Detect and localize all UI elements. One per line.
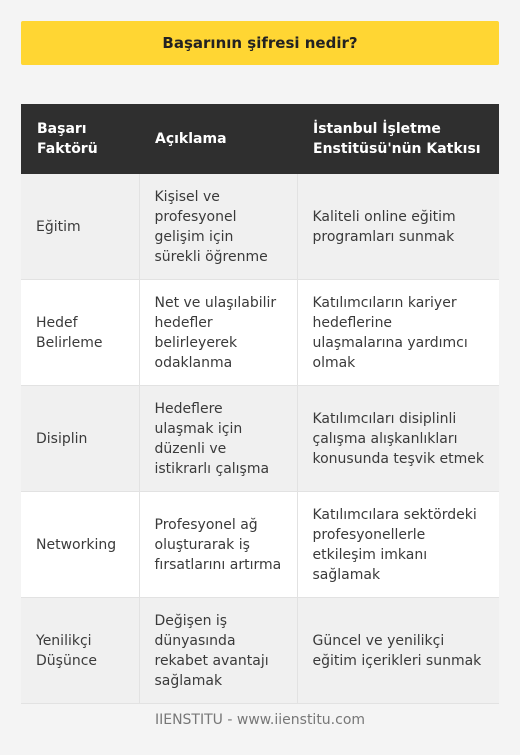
cell-factor: Disiplin bbox=[21, 386, 139, 492]
page-title-banner bbox=[21, 21, 499, 65]
cell-factor: Yenilikçi Düşünce bbox=[21, 598, 139, 704]
table-row bbox=[21, 598, 499, 704]
cell-contribution: Kaliteli online eğitim programları sunmak bbox=[297, 174, 499, 280]
cell-description: Kişisel ve profesyonel gelişim için sürekli öğrenme bbox=[139, 174, 297, 280]
cell-description: Hedeflere ulaşmak için düzenli ve istikrarlı çalışma bbox=[139, 386, 297, 492]
table-header-row bbox=[21, 104, 499, 174]
table-row bbox=[21, 386, 499, 492]
cell-description: Net ve ulaşılabilir hedefler belirleyerek odaklanma bbox=[139, 280, 297, 386]
cell-contribution: Katılımcıları disiplinli çalışma alışkanlıkları konusunda teşvik etmek bbox=[297, 386, 499, 492]
cell-contribution: Katılımcılara sektördeki profesyonellerle etkileşim imkanı sağlamak bbox=[297, 492, 499, 598]
table-row bbox=[21, 280, 499, 386]
cell-factor: Eğitim bbox=[21, 174, 139, 280]
success-factors-table bbox=[21, 104, 499, 704]
page-title: Başarının şifresi nedir? bbox=[162, 34, 358, 52]
footer-credit: IIENSTITU - www.iienstitu.com bbox=[154, 712, 366, 728]
cell-description: Profesyonel ağ oluşturarak iş fırsatlarını artırma bbox=[139, 492, 297, 598]
cell-description: Değişen iş dünyasında rekabet avantajı sağlamak bbox=[139, 598, 297, 704]
table-row bbox=[21, 174, 499, 280]
table-row bbox=[21, 492, 499, 598]
cell-contribution: Güncel ve yenilikçi eğitim içerikleri sunmak bbox=[297, 598, 499, 704]
header-description: Açıklama bbox=[139, 104, 297, 174]
cell-contribution: Katılımcıların kariyer hedeflerine ulaşmalarına yardımcı olmak bbox=[297, 280, 499, 386]
header-contribution: İstanbul İşletme Enstitüsü'nün Katkısı bbox=[297, 104, 499, 174]
cell-factor: Hedef Belirleme bbox=[21, 280, 139, 386]
header-factor: Başarı Faktörü bbox=[21, 104, 139, 174]
cell-factor: Networking bbox=[21, 492, 139, 598]
